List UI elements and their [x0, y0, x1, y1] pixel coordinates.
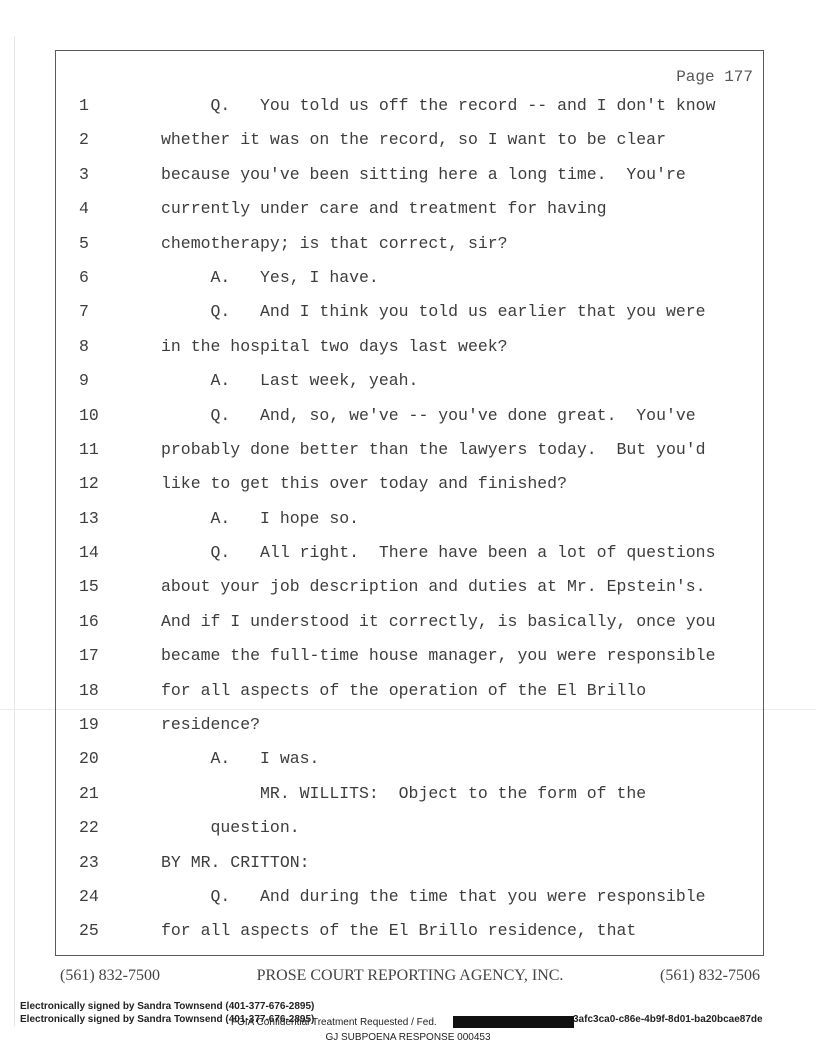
document-hash: 3afc3ca0-c86e-4b9f-8d01-ba20bcae87de — [573, 1014, 763, 1025]
transcript-line — [56, 199, 763, 233]
line-number: 7 — [79, 302, 89, 322]
line-text: for all aspects of the El Brillo residence, that — [161, 921, 637, 941]
transcript-line — [56, 509, 763, 543]
line-number: 3 — [79, 164, 89, 184]
transcript-page-frame — [55, 50, 764, 956]
line-text: currently under care and treatment for having — [161, 199, 607, 219]
line-number: 22 — [79, 818, 99, 838]
transcript-line — [56, 612, 763, 646]
line-number: 21 — [79, 783, 99, 803]
line-number: 14 — [79, 543, 99, 563]
transcript-line — [56, 234, 763, 268]
line-text: for all aspects of the operation of the El Brillo — [161, 680, 647, 700]
line-number: 5 — [79, 233, 89, 253]
transcript-line — [56, 749, 763, 783]
gj-subpoena-stamp: GJ SUBPOENA RESPONSE 000453 — [325, 1032, 491, 1043]
transcript-line — [56, 784, 763, 818]
reporting-agency-footer — [60, 967, 760, 985]
line-text: Q. You told us off the record -- and I don't know — [161, 96, 716, 115]
transcript-line — [56, 577, 763, 611]
line-text: Q. All right. There have been a lot of questions — [161, 543, 716, 563]
line-number: 6 — [79, 267, 89, 287]
line-text: A. Yes, I have. — [161, 267, 379, 287]
line-number: 10 — [79, 405, 99, 425]
line-number: 25 — [79, 921, 99, 941]
line-number: 1 — [79, 96, 89, 115]
line-number: 18 — [79, 680, 99, 700]
transcript-line — [56, 406, 763, 440]
transcript-line — [56, 302, 763, 336]
line-number: 17 — [79, 646, 99, 666]
electronic-signature-line: Electronically signed by Sandra Townsend (401-377-676-2895) — [20, 1001, 315, 1012]
transcript-line — [56, 130, 763, 164]
footer-agency-name: PROSE COURT REPORTING AGENCY, INC. — [256, 967, 564, 984]
transcript-line — [56, 715, 763, 749]
line-text: because you've been sitting here a long time. You're — [161, 164, 686, 184]
line-text: And if I understood it correctly, is basically, once you — [161, 611, 716, 631]
transcript-line — [56, 887, 763, 921]
transcript-line — [56, 818, 763, 852]
line-text: probably done better than the lawyers today. But you'd — [161, 439, 706, 459]
page-number: Page 177 — [676, 68, 753, 86]
scan-edge-line — [14, 36, 15, 1026]
line-number: 24 — [79, 886, 99, 906]
line-text: chemotherapy; is that correct, sir? — [161, 233, 508, 253]
transcript-line — [56, 646, 763, 680]
transcript-line — [56, 681, 763, 715]
line-number: 2 — [79, 130, 89, 150]
line-text: Q. And during the time that you were responsible — [161, 886, 706, 906]
transcript-line — [56, 96, 763, 130]
line-text: whether it was on the record, so I want to be clear — [161, 130, 666, 150]
line-text: A. I hope so. — [161, 508, 360, 528]
line-text: BY MR. CRITTON: — [161, 852, 310, 872]
transcript-lines — [56, 96, 763, 956]
transcript-line — [56, 853, 763, 887]
transcript-line — [56, 337, 763, 371]
transcript-line — [56, 474, 763, 508]
footer-phone-left: (561) 832-7500 — [60, 967, 160, 984]
electronic-signature-line: Electronically signed by Sandra Townsend (401-377-676-2895) — [20, 1014, 315, 1025]
transcript-line — [56, 371, 763, 405]
transcript-line — [56, 543, 763, 577]
line-number: 16 — [79, 611, 99, 631]
line-text: Q. And I think you told us earlier that you were — [161, 302, 706, 322]
footer-phone-right: (561) 832-7506 — [660, 967, 760, 984]
line-text: A. Last week, yeah. — [161, 371, 419, 391]
line-number: 8 — [79, 336, 89, 356]
line-number: 12 — [79, 474, 99, 494]
line-number: 9 — [79, 371, 89, 391]
line-number: 4 — [79, 199, 89, 219]
line-text: residence? — [161, 715, 261, 735]
line-text: MR. WILLITS: Object to the form of the — [161, 783, 647, 803]
line-number: 19 — [79, 715, 99, 735]
transcript-line — [56, 268, 763, 302]
line-text: in the hospital two days last week? — [161, 336, 508, 356]
line-number: 11 — [79, 439, 99, 459]
line-text: about your job description and duties at Mr. Epstein's. — [161, 577, 706, 597]
line-number: 15 — [79, 577, 99, 597]
foia-notice: FOIA Confidential Treatment Requested / Fed. — [231, 1017, 437, 1028]
line-text: Q. And, so, we've -- you've done great. You've — [161, 405, 696, 425]
line-number: 23 — [79, 852, 99, 872]
line-number: 20 — [79, 749, 99, 769]
redaction-bar — [453, 1016, 574, 1028]
transcript-line — [56, 440, 763, 474]
transcript-line — [56, 165, 763, 199]
line-number: 13 — [79, 508, 99, 528]
line-text: question. — [161, 818, 300, 838]
line-text: A. I was. — [161, 749, 320, 769]
line-text: like to get this over today and finished? — [161, 474, 567, 494]
transcript-line — [56, 921, 763, 955]
line-text: became the full-time house manager, you were responsible — [161, 646, 716, 666]
